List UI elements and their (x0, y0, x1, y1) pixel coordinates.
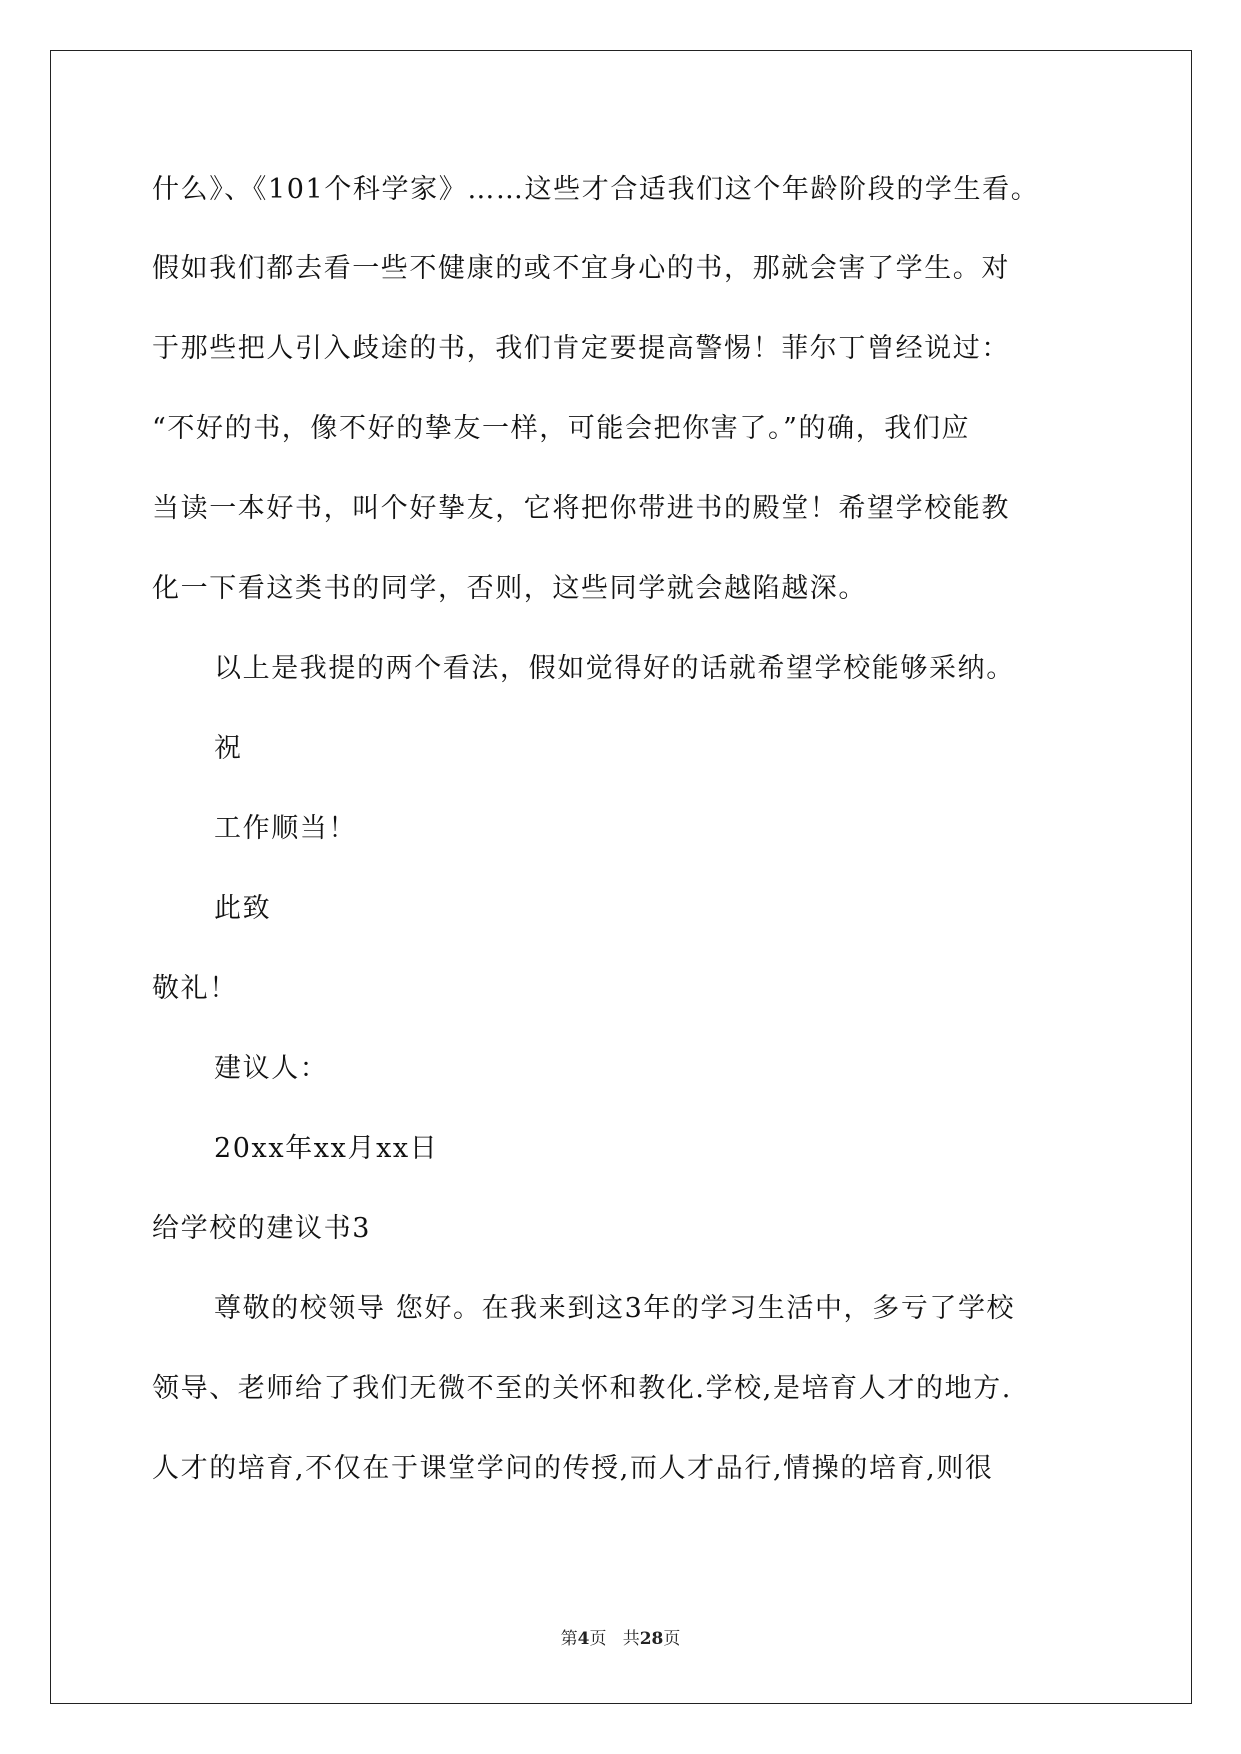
paragraph-line-3: 于那些把人引入歧途的书，我们肯定要提高警惕！菲尔丁曾经说过： (152, 333, 1010, 364)
page-prefix: 第 (560, 1629, 578, 1649)
paragraph-line-1: 什么》、《101个科学家》……这些才合适我们这个年龄阶段的学生看。 (152, 174, 1040, 205)
salutation-regards: 敬礼！ (152, 973, 238, 1004)
closing-paragraph: 以上是我提的两个看法，假如觉得好的话就希望学校能够采纳。 (214, 653, 1015, 684)
signature-label: 建议人： (214, 1053, 329, 1084)
letter-opening-line: 尊敬的校领导 您好。在我来到这3年的学习生活中，多亏了学校 (214, 1293, 1016, 1324)
page-number: 4 (577, 1629, 590, 1649)
salutation-wish: 祝 (214, 733, 243, 764)
paragraph-line-2: 假如我们都去看一些不健康的或不宜身心的书，那就会害了学生。对 (152, 253, 1010, 284)
salutation-blessing: 工作顺当！ (214, 813, 357, 844)
total-suffix: 页 (663, 1629, 681, 1649)
paragraph-line-5: 当读一本好书，叫个好挚友，它将把你带进书的殿堂！希望学校能教 (152, 493, 1010, 524)
salutation-closing: 此致 (214, 893, 272, 924)
letter-body-line-3: 人才的培育,不仅在于课堂学问的传授,而人才品行,情操的培育,则很 (152, 1453, 994, 1484)
letter-body-line-2: 领导、老师给了我们无微不至的关怀和教化.学校,是培育人才的地方. (152, 1373, 1012, 1404)
paragraph-line-6: 化一下看这类书的同学，否则，这些同学就会越陷越深。 (152, 573, 867, 604)
section-heading: 给学校的建议书3 (152, 1213, 371, 1244)
paragraph-line-4: “不好的书，像不好的挚友一样，可能会把你害了。”的确，我们应 (152, 413, 971, 444)
total-pages: 28 (639, 1629, 664, 1649)
total-prefix: 共 (622, 1629, 640, 1649)
page-suffix: 页 (589, 1629, 607, 1649)
signature-date: 20xx年xx月xx日 (214, 1133, 439, 1164)
page-footer (0, 1628, 1241, 1650)
